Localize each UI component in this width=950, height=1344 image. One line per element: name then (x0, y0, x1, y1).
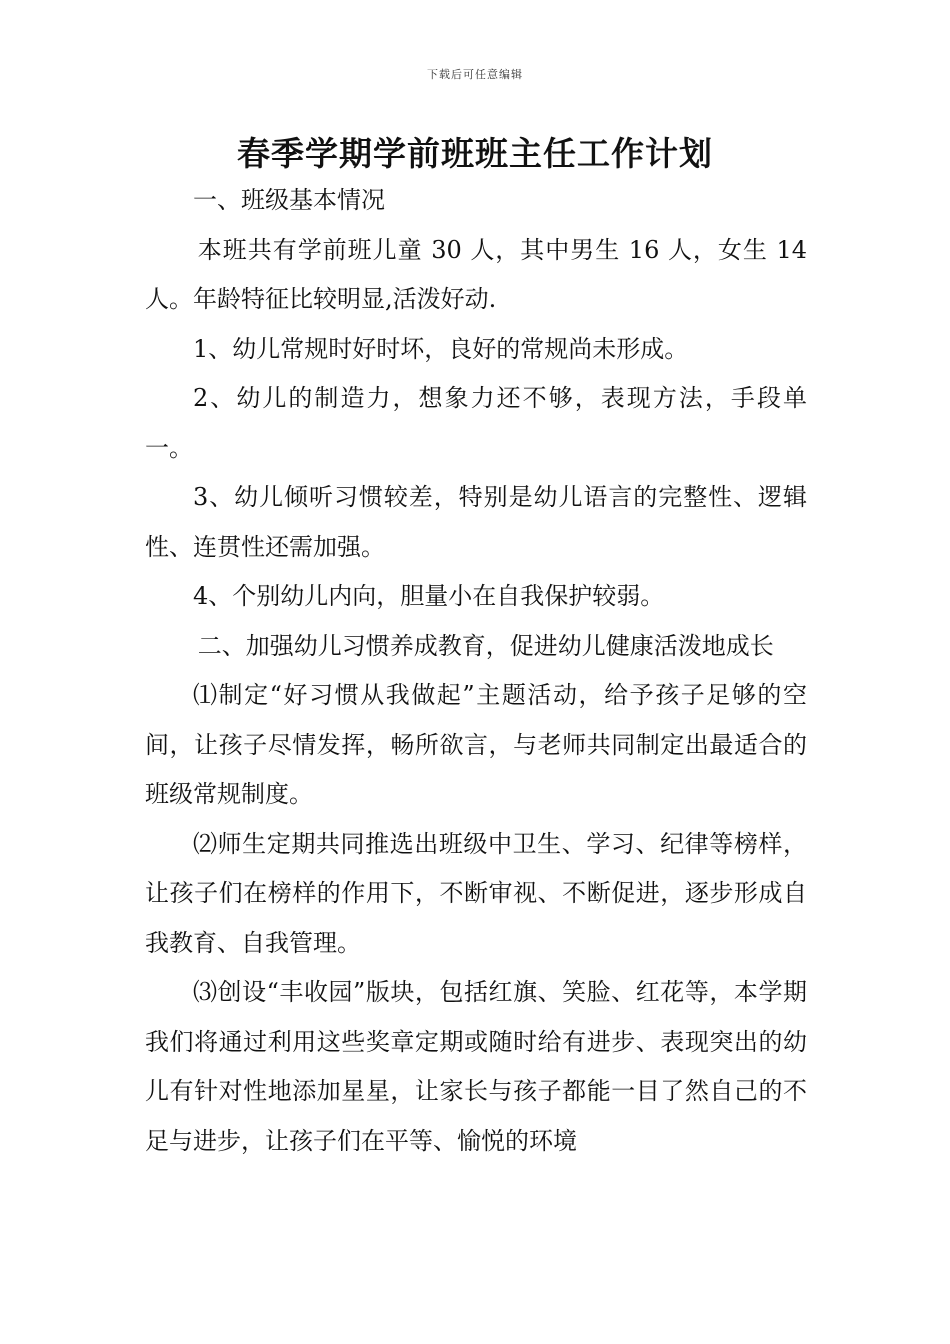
document-title: 春季学期学前班班主任工作计划 (237, 134, 713, 173)
paragraph-measure-2: ⑵师生定期共同推选出班级中卫生、学习、纪律等榜样，让孩子们在榜样的作用下，不断审视、不断促进，逐步形成自我教育、自我管理。 (145, 829, 807, 957)
paragraph-item-4: 4、个别幼儿内向，胆量小在自我保护较弱。 (193, 582, 665, 610)
document-body (145, 176, 807, 1166)
paragraph-measure-3: ⑶创设“丰收园”版块，包括红旗、笑脸、红花等，本学期我们将通过利用这些奖章定期或随时给有进步、表现突出的幼儿有针对性地添加星星，让家长与孩子都能一目了然自己的不足与进步，让孩子们在平等、愉悦的环境 (145, 978, 807, 1155)
paragraph-item-1: 1、幼儿常规时好时坏，良好的常规尚未形成。 (193, 334, 689, 363)
section-heading-habits: 二、加强幼儿习惯养成教育，促进幼儿健康活泼地成长 (197, 631, 774, 660)
header-note: 下载后可任意编辑 (427, 68, 523, 81)
section-heading-basic-info: 一、班级基本情况 (193, 186, 385, 214)
paragraph-item-3: 3、幼儿倾听习惯较差，特别是幼儿语言的完整性、逻辑性、连贯性还需加强。 (145, 483, 807, 561)
paragraph-measure-1: ⑴制定“好习惯从我做起”主题活动，给予孩子足够的空间，让孩子尽情发挥，畅所欲言，与老师共同制定出最适合的班级常规制度。 (145, 681, 807, 808)
paragraph-item-2: 2、幼儿的制造力，想象力还不够，表现方法，手段单一。 (145, 384, 807, 462)
paragraph-class-size: 本班共有学前班儿童 30 人，其中男生 16 人，女生 14 人。年龄特征比较明显,活泼好动. (145, 235, 807, 313)
